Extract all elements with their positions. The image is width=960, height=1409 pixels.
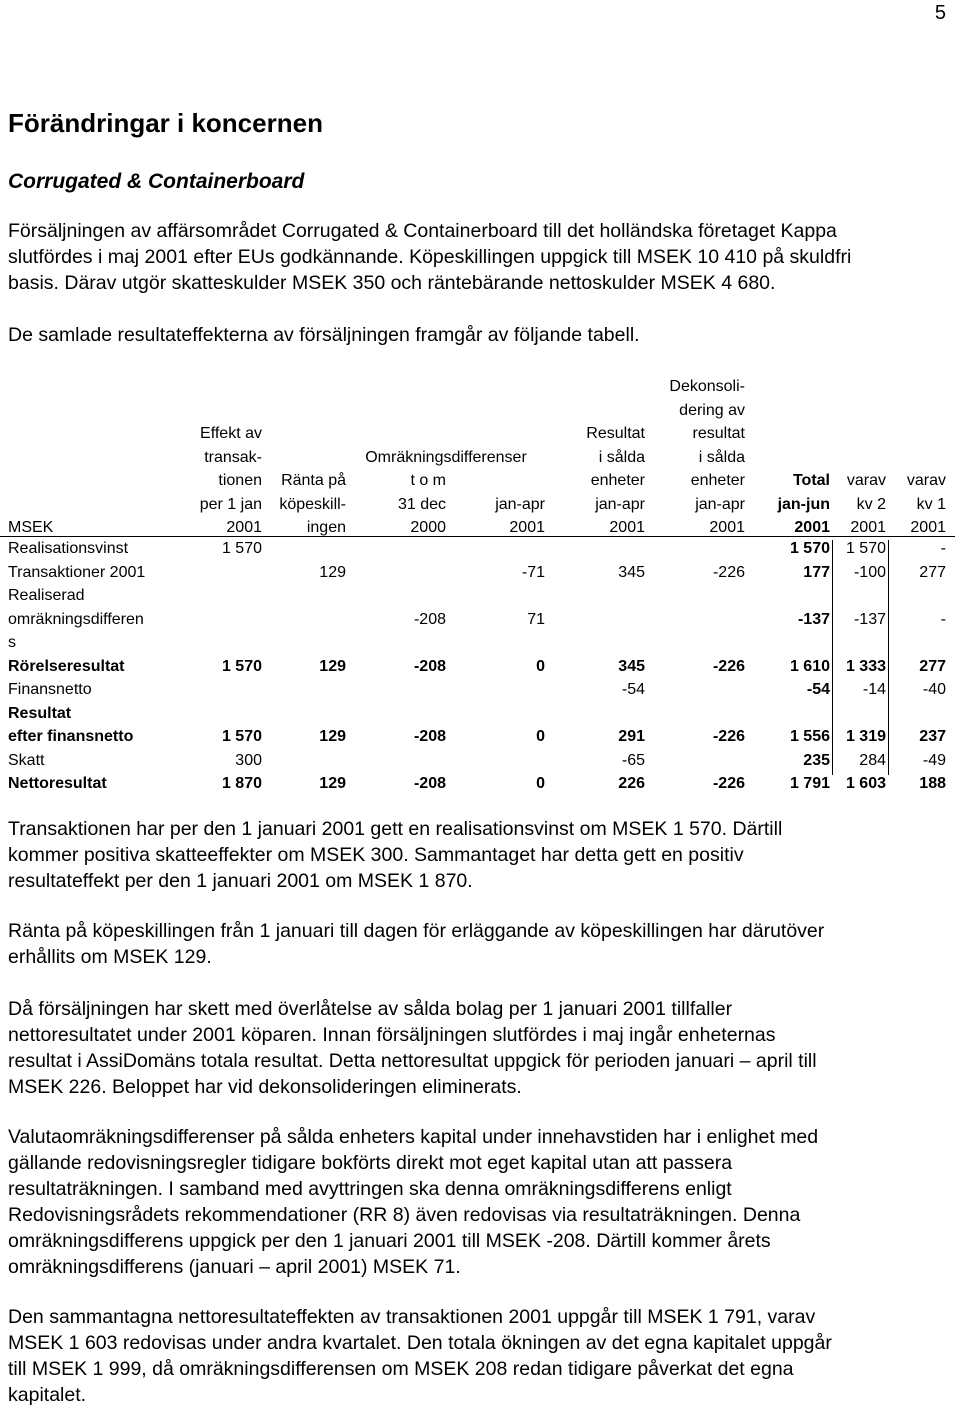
table-cell: -137 bbox=[853, 610, 886, 628]
header-cell: enheter bbox=[590, 472, 645, 489]
group-header: Omräkningsdifferenser bbox=[365, 448, 527, 466]
intro-line: basis. Därav utgör skatteskulder MSEK 350 och räntebärande nettoskulder MSEK 4 680. bbox=[8, 272, 776, 294]
paragraph-line: Den sammantagna nettoresultateffekten av transaktionen 2001 uppgår till MSEK 1 791, varav bbox=[8, 1306, 816, 1328]
header-cell: 2001 bbox=[850, 519, 886, 536]
header-cell: i sålda bbox=[698, 448, 745, 466]
intro-paragraph bbox=[8, 218, 948, 296]
table-cell: 0 bbox=[536, 728, 545, 745]
table-cell: -54 bbox=[806, 681, 830, 698]
header-cell: kv 1 bbox=[916, 495, 946, 513]
header-cell: varav bbox=[906, 472, 946, 489]
header-cell: 2000 bbox=[410, 519, 446, 536]
row-label: efter finansnetto bbox=[8, 728, 134, 745]
row-label: s bbox=[8, 634, 16, 651]
paragraph-line: till MSEK 1 999, då omräkningsdifferensen om MSEK 208 redan tidigare påverkat det egna bbox=[8, 1358, 794, 1380]
page-number: 5 bbox=[934, 2, 946, 24]
header-cell: Ränta på bbox=[281, 472, 346, 489]
header-cell: Dekonsoli- bbox=[669, 378, 745, 395]
table-cell: 1 570 bbox=[221, 540, 262, 557]
paragraph-line: resultaträkningen. I samband med avyttringen ska denna omräkningsdifferens enligt bbox=[8, 1178, 732, 1200]
header-cell: köpeskill- bbox=[279, 495, 346, 513]
paragraph-line: Valutaomräkningsdifferenser på sålda enheters kapital under innehavstiden har i enlighet med bbox=[8, 1126, 819, 1148]
table-cell: 237 bbox=[919, 728, 946, 745]
table-cell: 235 bbox=[803, 751, 830, 769]
header-cell: Total bbox=[792, 472, 830, 489]
row-label: Finansnetto bbox=[8, 681, 92, 698]
table-cell: 1 870 bbox=[221, 775, 262, 792]
row-label: Transaktioner 2001 bbox=[8, 563, 146, 581]
table-cell: 345 bbox=[618, 563, 645, 581]
paragraph-line: MSEK 226. Beloppet har vid dekonsolideringen eliminerats. bbox=[8, 1076, 522, 1098]
paragraph-line: omräkningsdifferens (januari – april 2001) MSEK 71. bbox=[8, 1256, 461, 1278]
paragraph-2 bbox=[8, 918, 948, 970]
table-cell: 277 bbox=[919, 563, 946, 581]
header-cell: enheter bbox=[690, 472, 745, 489]
table-cell: -49 bbox=[922, 751, 946, 769]
table-cell: -71 bbox=[521, 563, 545, 581]
table-intro bbox=[8, 322, 948, 348]
header-cell: Resultat bbox=[586, 425, 645, 442]
intro-line: Försäljningen av affärsområdet Corrugated & Containerboard till det holländska företaget Kappa bbox=[8, 220, 837, 242]
table-intro-line: De samlade resultateffekterna av försäljningen framgår av följande tabell. bbox=[8, 324, 640, 346]
table-cell: 0 bbox=[536, 657, 545, 675]
table-cell: 0 bbox=[536, 775, 545, 792]
table-cell: 1 570 bbox=[221, 728, 262, 745]
table-cell: 226 bbox=[618, 775, 645, 792]
table-cell: -65 bbox=[621, 751, 645, 769]
table-cell: 1 610 bbox=[789, 657, 830, 675]
table-cell: -226 bbox=[712, 657, 745, 675]
table-cell: - bbox=[940, 610, 946, 628]
header-cell: jan-apr bbox=[495, 495, 545, 513]
table-cell: -226 bbox=[712, 563, 745, 581]
table-cell: -40 bbox=[922, 681, 946, 698]
paragraph-line: kapitalet. bbox=[8, 1384, 87, 1406]
table-cell: -208 bbox=[413, 610, 446, 628]
paragraph-line: Redovisningsrådets rekommendationer (RR 8) även redovisas via resultaträkningen. Denna bbox=[8, 1204, 801, 1226]
paragraph-line: Ränta på köpeskillingen från 1 januari till dagen för erläggande av köpeskillingen har därutöver bbox=[8, 920, 825, 942]
paragraph-4 bbox=[8, 1124, 948, 1280]
paragraph-1 bbox=[8, 816, 948, 894]
paragraph-line: Då försäljningen har skett med överlåtelse av sålda bolag per 1 januari 2001 tillfaller bbox=[8, 998, 733, 1020]
header-cell: Effekt av bbox=[200, 425, 262, 442]
paragraph-line: MSEK 1 603 redovisas under andra kvartalet. Den totala ökningen av det egna kapitalet uppgår bbox=[8, 1332, 832, 1354]
header-cell: varav bbox=[846, 472, 886, 489]
table-cell: 1 570 bbox=[221, 657, 262, 675]
row-label: Resultat bbox=[8, 704, 72, 722]
header-cell: resultat bbox=[692, 425, 745, 442]
header-cell: 31 dec bbox=[397, 495, 446, 513]
table-cell: 71 bbox=[527, 610, 545, 628]
row-label: Rörelseresultat bbox=[8, 657, 125, 675]
header-cell: kv 2 bbox=[856, 495, 886, 513]
paragraph-5 bbox=[8, 1304, 948, 1408]
header-cell: ingen bbox=[306, 519, 346, 536]
table-cell: 1 333 bbox=[845, 657, 886, 675]
table-cell: -14 bbox=[862, 681, 886, 698]
table-cell: -208 bbox=[413, 728, 446, 745]
header-cell: jan-apr bbox=[595, 495, 645, 513]
paragraph-line: gällande redovisningsregler tidigare bokförts direkt mot eget kapital utan att passera bbox=[8, 1152, 733, 1174]
table-cell: -100 bbox=[853, 563, 886, 581]
table-cell: 1 570 bbox=[845, 540, 886, 557]
column-rule bbox=[888, 540, 889, 775]
paragraph-line: Transaktionen har per den 1 januari 2001 gett en realisationsvinst om MSEK 1 570. Därtill bbox=[8, 818, 783, 840]
paragraph-line: erhållits om MSEK 129. bbox=[8, 946, 212, 968]
header-cell: transak- bbox=[204, 448, 262, 466]
row-label: Realisationsvinst bbox=[8, 540, 129, 557]
table-cell: 1 791 bbox=[789, 775, 830, 792]
table-cell: 1 319 bbox=[845, 728, 886, 745]
intro-line: slutfördes i maj 2001 efter EUs godkännande. Köpeskillingen uppgick till MSEK 10 410 på skuldfri bbox=[8, 246, 852, 268]
table-cell: 129 bbox=[319, 657, 346, 675]
header-cell: 2001 bbox=[609, 519, 645, 536]
table-cell: -208 bbox=[413, 775, 446, 792]
unit-label: MSEK bbox=[8, 519, 54, 536]
page-title: Förändringar i koncernen bbox=[8, 108, 323, 138]
row-label: Nettoresultat bbox=[8, 775, 107, 792]
header-cell: jan-apr bbox=[695, 495, 745, 513]
paragraph-line: kommer positiva skatteeffekter om MSEK 300. Sammantaget har detta gett en positiv bbox=[8, 844, 744, 866]
row-label: omräkningsdifferen bbox=[8, 610, 144, 628]
table-cell: 300 bbox=[235, 751, 262, 769]
table-cell: -54 bbox=[621, 681, 645, 698]
table-cell: 284 bbox=[859, 751, 886, 769]
header-cell: 2001 bbox=[709, 519, 745, 536]
header-cell: per 1 jan bbox=[199, 495, 262, 513]
table-cell: 177 bbox=[803, 563, 830, 581]
table-cell: -137 bbox=[797, 610, 830, 628]
paragraph-3 bbox=[8, 996, 948, 1100]
header-cell: i sålda bbox=[598, 448, 645, 466]
table-cell: -226 bbox=[712, 728, 745, 745]
header-cell: dering av bbox=[679, 401, 745, 419]
table-cell: 1 556 bbox=[789, 728, 830, 745]
table-cell: 1 603 bbox=[845, 775, 886, 792]
paragraph-line: resultateffekt per den 1 januari 2001 om MSEK 1 870. bbox=[8, 870, 473, 892]
section-subtitle: Corrugated & Containerboard bbox=[8, 170, 305, 193]
row-label: Skatt bbox=[8, 751, 45, 769]
table-cell: 345 bbox=[618, 657, 645, 675]
table-cell: 129 bbox=[319, 563, 346, 581]
table-cell: 291 bbox=[618, 728, 645, 745]
table-cell: 129 bbox=[319, 728, 346, 745]
paragraph-line: omräkningsdifferens uppgick per den 1 januari 2001 till MSEK -208. Därtill kommer årets bbox=[8, 1230, 771, 1252]
header-cell: t o m bbox=[410, 472, 446, 489]
header-cell: 2001 bbox=[226, 519, 262, 536]
results-table bbox=[0, 360, 960, 790]
header-cell: jan-jun bbox=[777, 495, 830, 513]
header-rule bbox=[0, 536, 955, 537]
header-cell: 2001 bbox=[910, 519, 946, 536]
table-cell: -226 bbox=[712, 775, 745, 792]
row-label: Realiserad bbox=[8, 587, 85, 604]
table-cell: 129 bbox=[319, 775, 346, 792]
table-cell: - bbox=[940, 540, 946, 557]
paragraph-line: resultat i AssiDomäns totala resultat. Detta nettoresultat uppgick för perioden januari – april till bbox=[8, 1050, 817, 1072]
header-cell: tionen bbox=[218, 472, 262, 489]
paragraph-line: nettoresultatet under 2001 köparen. Innan försäljningen slutfördes i maj ingår enheternas bbox=[8, 1024, 776, 1046]
column-rule bbox=[832, 540, 833, 775]
header-cell: 2001 bbox=[794, 519, 830, 536]
table-cell: -208 bbox=[413, 657, 446, 675]
table-cell: 277 bbox=[919, 657, 946, 675]
table-cell: 1 570 bbox=[789, 540, 830, 557]
table-cell: 188 bbox=[919, 775, 946, 792]
header-cell: 2001 bbox=[509, 519, 545, 536]
